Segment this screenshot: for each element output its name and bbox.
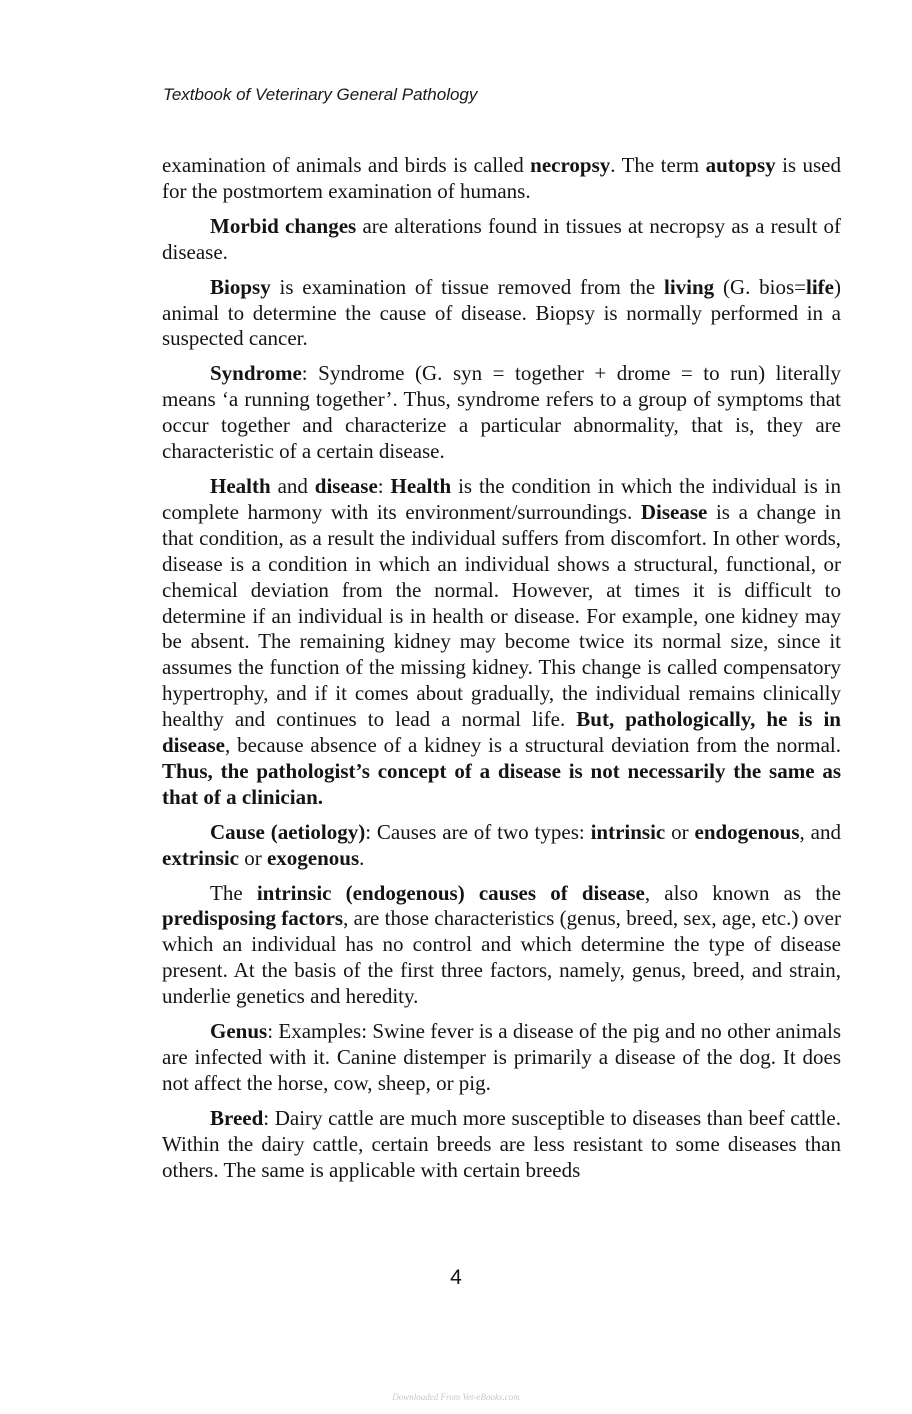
text-run: is examination of tissue removed from the <box>270 274 664 299</box>
text-run: , are those characteristics (genus, breed, sex, age, etc.) over which an individual has no control and which determine the type of disease present. At the basis of the first three factors, namely, genus, breed, and strain, underlie genetics and heredity. <box>162 906 841 1009</box>
paragraph <box>162 1019 841 1097</box>
paragraph <box>162 361 841 465</box>
text-run: , and <box>799 819 841 844</box>
text-run: is a change in that condition, as a result the individual suffers from discomfort. In other words, disease is a condition in which an individual shows a structural, functional, or chemical deviation from the normal. However, at times it is difficult to determine if an individual is in health or disease. For example, one kidney may be absent. The remaining kidney may become twice its normal size, since it assumes the function of the missing kidney. This change is called compensatory hypertrophy, and if it comes about gradually, the individual remains clinically healthy and continues to lead a normal life. <box>162 499 841 732</box>
bold-term: predisposing factors <box>162 906 344 931</box>
bold-term: Breed <box>210 1105 264 1130</box>
text-run: (G. bios= <box>714 274 806 299</box>
download-watermark: Downloaded From Vet-eBooks.com <box>392 1392 520 1402</box>
bold-term: disease <box>314 473 378 498</box>
text-run: : Syndrome (G. syn = together + drome = to run) literally means ‘a running together’. Thus, syndrome refers to a group of symptoms that occur together and characterize a particular abnormality, that is, they are characteristic of a certain disease. <box>162 361 841 464</box>
bold-term: exogenous <box>266 845 360 870</box>
text-run: . <box>359 845 365 870</box>
text-run: or <box>238 845 267 870</box>
page-number: 4 <box>450 1266 462 1289</box>
bold-term: necropsy <box>530 153 611 177</box>
text-run: ) animal to determine the cause of disease. Biopsy is normally performed in a suspected cancer. <box>162 274 841 351</box>
bold-term: Health <box>210 473 271 498</box>
text-run: , because absence of a kidney is a structural deviation from the normal. <box>225 733 841 758</box>
paragraph <box>162 153 841 205</box>
text-run: The <box>210 880 257 905</box>
bold-term: life <box>806 274 834 299</box>
bold-term: Disease <box>640 499 708 524</box>
text-run: is the condition in which the individual is in complete harmony with its environment/surroundings. <box>162 473 841 524</box>
bold-term: intrinsic (endogenous) causes of disease <box>256 880 645 905</box>
bold-term: But, pathologically, he is in disease <box>162 707 841 758</box>
bold-term: Thus, the pathologist’s concept of a disease is not necessarily the same as that of a clinician. <box>162 758 841 809</box>
text-run: is used for the postmortem examination of humans. <box>162 153 841 203</box>
bold-term: Syndrome <box>210 361 302 386</box>
bold-term: Morbid changes <box>210 213 357 238</box>
bold-term: living <box>664 274 715 299</box>
text-run: , also known as the <box>644 880 841 905</box>
text-run: examination of animals and birds is called <box>162 153 531 177</box>
paragraph <box>162 881 841 1011</box>
text-run: : Causes are of two types: <box>365 819 591 844</box>
bold-term: Cause (aetiology) <box>210 819 366 844</box>
text-run: and <box>270 473 315 498</box>
text-run: : Examples: Swine fever is a disease of the pig and no other animals are infected with it. Canine distemper is primarily a disease of the dog. It does not affect the horse, cow, sheep, or pig. <box>162 1019 841 1095</box>
bold-term: autopsy <box>705 153 776 177</box>
running-header-title: Textbook of Veterinary General Pathology <box>163 85 478 104</box>
text-run: . The term <box>610 153 706 177</box>
bold-term: extrinsic <box>162 845 239 870</box>
bold-term: Genus <box>210 1019 268 1044</box>
text-run: : Dairy cattle are much more susceptible to diseases than beef cattle. Within the dairy cattle, certain breeds are less resistant to some diseases than others. The same is applicable with certain breeds <box>162 1105 841 1182</box>
bold-term: intrinsic <box>590 819 666 844</box>
bold-term: Biopsy <box>210 274 271 299</box>
paragraph <box>162 474 841 811</box>
paragraph <box>162 820 841 872</box>
bold-term: Health <box>390 473 452 498</box>
bold-term: endogenous <box>694 819 800 844</box>
body-text <box>162 153 841 1193</box>
text-run: are alterations found in tissues at necropsy as a result of disease. <box>162 213 841 264</box>
paragraph <box>162 275 841 353</box>
paragraph <box>162 214 841 266</box>
text-run: or <box>665 819 695 844</box>
text-run: : <box>377 473 391 498</box>
paragraph <box>162 1106 841 1184</box>
